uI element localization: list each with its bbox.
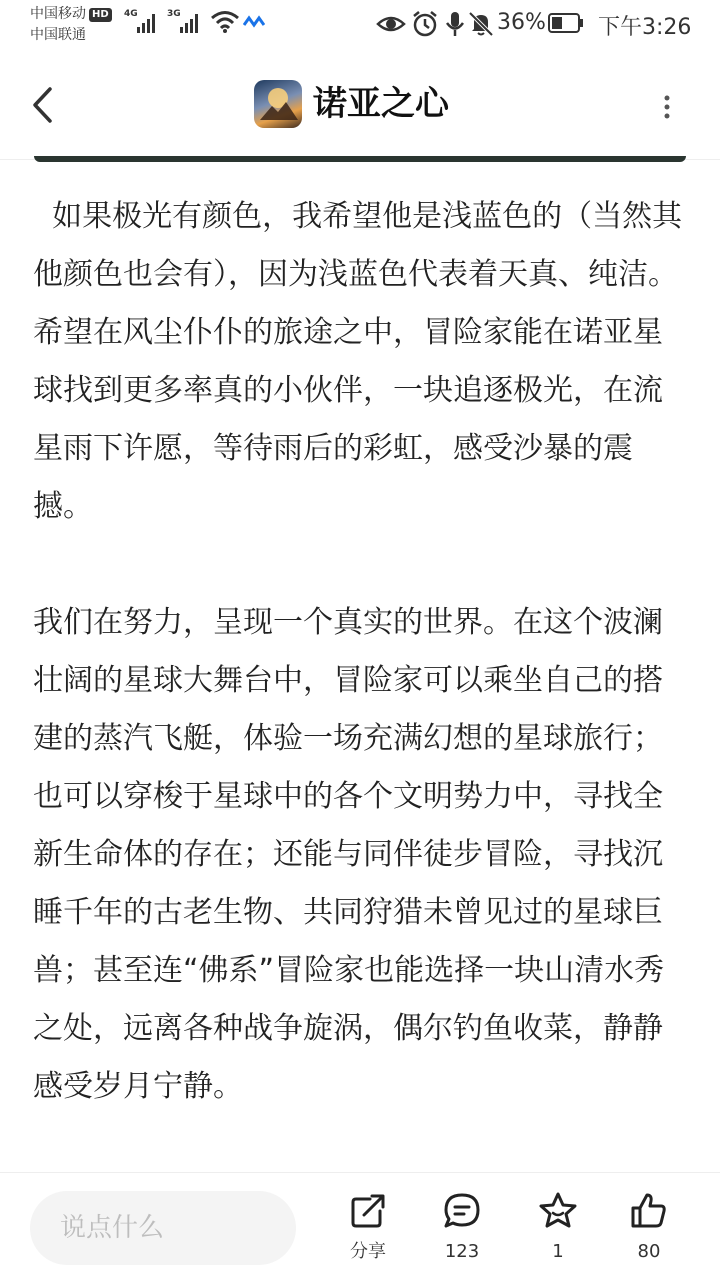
comment-placeholder: 说点什么	[60, 1213, 165, 1243]
favorite-button[interactable]	[523, 1191, 593, 1271]
comment-button[interactable]	[427, 1191, 497, 1271]
bottom-action-bar	[0, 1172, 720, 1281]
share-icon	[348, 1191, 388, 1231]
comment-icon	[442, 1191, 482, 1231]
eye-icon	[376, 10, 406, 38]
share-button[interactable]	[333, 1191, 403, 1271]
carrier-2: 中国联通	[30, 27, 86, 43]
like-button[interactable]	[614, 1191, 684, 1271]
star-icon	[538, 1191, 578, 1231]
article-image-bottom-edge	[34, 156, 686, 162]
article-paragraph: 我们在努力，呈现一个真实的世界。在这个波澜壮阔的星球大舞台中，冒险家可以乘坐自己的搭建的蒸汽飞艇，体验一场充满幻想的星球旅行；也可以穿梭于星球中的各个文明势力中，寻找全新生命体的存在；还能与同伴徒步冒险，寻找沉睡千年的古老生物、共同狩猎未曾见过的星球巨兽；甚至连“佛系”冒险家也能选择一块山清水秀之处，远离各种战争旋涡，偶尔钓鱼收菜，静静感受岁月宁静。	[33, 605, 665, 1104]
thumbs-up-icon	[629, 1191, 669, 1231]
carrier-info	[30, 4, 112, 46]
article-body	[33, 188, 683, 1116]
share-label: 分享	[350, 1241, 386, 1262]
app-logo	[254, 80, 302, 128]
comment-count: 123	[444, 1241, 480, 1262]
article-paragraph: 如果极光有颜色，我希望他是浅蓝色的（当然其他颜色也会有），因为浅蓝色代表着天真、纯洁。希望在风尘仆仆的旅途之中，冒险家能在诺亚星球找到更多率真的小伙伴，一块追逐极光，在流星雨下许愿，等待雨后的彩虹，感受沙暴的震撼。	[33, 199, 683, 524]
alarm-icon	[410, 10, 440, 38]
wifi-icon	[210, 10, 240, 34]
hd-badge: HD	[89, 8, 112, 22]
mute-bell-icon	[466, 10, 496, 38]
comment-input[interactable]	[30, 1191, 296, 1265]
battery-percent: 36%	[497, 10, 546, 35]
page-title: 诺亚之心	[313, 84, 449, 124]
carrier-1: 中国移动	[30, 6, 86, 22]
status-bar: 中国移动 HD 中国联通 4G 3G 36% 下午3:26	[0, 0, 720, 50]
chevron-left-icon[interactable]	[30, 86, 56, 124]
like-count: 80	[637, 1241, 661, 1262]
more-vertical-icon[interactable]	[662, 94, 672, 120]
data-arrows-icon	[243, 14, 265, 28]
battery-icon	[548, 13, 584, 33]
app-header	[0, 50, 720, 160]
favorite-count: 1	[552, 1241, 564, 1262]
clock: 下午3:26	[598, 15, 692, 40]
